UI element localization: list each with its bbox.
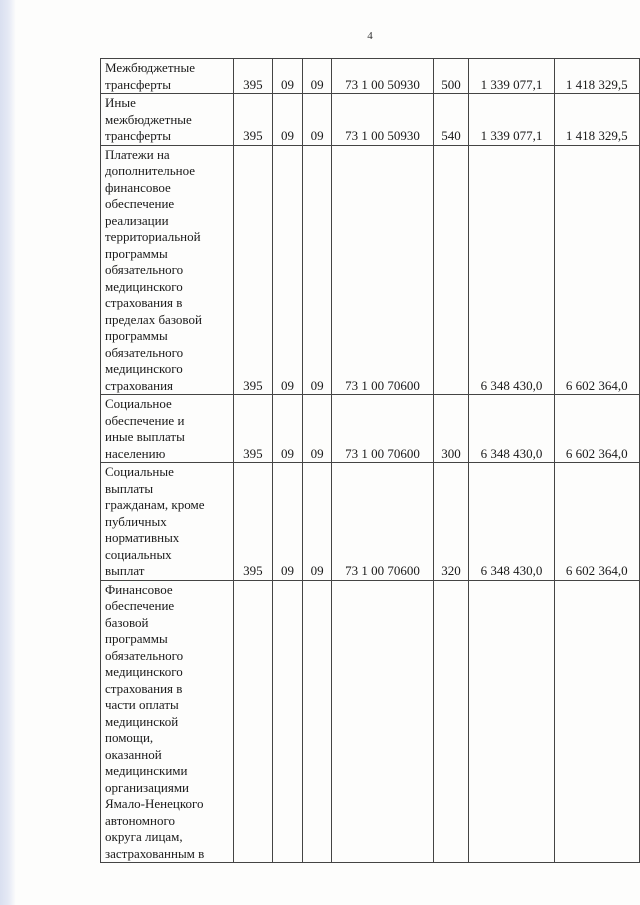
- amount-year-1-cell: 6 348 430,0: [469, 145, 554, 395]
- amount-year-2-cell: [554, 580, 639, 863]
- subsection-code-cell: [302, 580, 332, 863]
- item-name-line: Платежи на: [105, 146, 170, 162]
- section-code-cell: 09: [273, 463, 303, 581]
- item-name-cell: [101, 580, 234, 863]
- budget-table: [100, 58, 640, 863]
- item-name-line: медицинского: [105, 664, 183, 679]
- item-name-line: программы: [105, 245, 168, 261]
- expense-type-cell: 500: [433, 59, 469, 94]
- item-name-line: оказанной: [105, 746, 162, 762]
- section-code-cell: 09: [273, 94, 303, 146]
- subsection-code-cell: 09: [302, 145, 332, 395]
- expense-type-cell: 300: [433, 395, 469, 463]
- item-name-line: пределах базовой: [105, 311, 202, 327]
- item-name-line: территориальной: [105, 229, 201, 244]
- section-code-cell: 09: [273, 59, 303, 94]
- amount-year-1-cell: 6 348 430,0: [469, 463, 554, 581]
- item-name-line: страхования в: [105, 680, 183, 696]
- ministry-code-cell: 395: [233, 463, 272, 581]
- item-name-line: нормативных: [105, 530, 180, 545]
- item-name-line: обеспечение и: [105, 412, 185, 428]
- item-name-line: гражданам, кроме: [105, 497, 205, 512]
- ministry-code-cell: 395: [233, 59, 272, 94]
- table-row: [101, 145, 640, 395]
- item-name-line: автономного: [105, 812, 175, 828]
- item-name-line: застрахованным в: [105, 845, 205, 861]
- item-name-line: трансферты: [105, 76, 171, 92]
- amount-year-2-cell: 6 602 364,0: [554, 145, 639, 395]
- target-article-cell: [332, 580, 433, 863]
- table-row: [101, 463, 640, 581]
- item-name-line: финансовое: [105, 179, 171, 195]
- item-name-line: программы: [105, 631, 168, 646]
- item-name-line: дополнительное: [105, 163, 196, 178]
- item-name-line: обеспечение: [105, 196, 175, 211]
- item-name-line: медицинскими: [105, 763, 188, 778]
- item-name-line: выплат: [105, 563, 145, 578]
- target-article-cell: 73 1 00 50930: [332, 94, 433, 146]
- item-name-line: публичных: [105, 513, 167, 529]
- amount-year-2-cell: 1 418 329,5: [554, 94, 639, 146]
- item-name-line: межбюджетные: [105, 111, 192, 127]
- section-code-cell: 09: [273, 145, 303, 395]
- item-name-line: трансферты: [105, 128, 171, 143]
- item-name-line: части оплаты: [105, 697, 179, 712]
- page-number: 4: [367, 30, 373, 42]
- item-name-line: медицинского: [105, 361, 183, 376]
- target-article-cell: 73 1 00 70600: [332, 395, 433, 463]
- ministry-code-cell: 395: [233, 94, 272, 146]
- item-name-line: Социальные: [105, 464, 174, 479]
- amount-year-2-cell: 6 602 364,0: [554, 395, 639, 463]
- subsection-code-cell: 09: [302, 395, 332, 463]
- item-name-line: населению: [105, 445, 166, 461]
- item-name-line: обязательного: [105, 647, 184, 663]
- expense-type-cell: 320: [433, 463, 469, 581]
- target-article-cell: 73 1 00 50930: [332, 59, 433, 94]
- item-name-line: обеспечение: [105, 598, 175, 613]
- target-article-cell: 73 1 00 70600: [332, 145, 433, 395]
- item-name-line: округа лицам,: [105, 829, 183, 844]
- table-row: [101, 59, 640, 94]
- item-name-cell: [101, 395, 234, 463]
- item-name-line: медицинского: [105, 278, 183, 294]
- item-name-cell: [101, 59, 234, 94]
- item-name-line: социальных: [105, 546, 172, 562]
- item-name-line: организациями: [105, 779, 189, 795]
- amount-year-1-cell: 1 339 077,1: [469, 94, 554, 146]
- item-name-line: реализации: [105, 212, 169, 228]
- amount-year-2-cell: 1 418 329,5: [554, 59, 639, 94]
- amount-year-1-cell: [469, 580, 554, 863]
- item-name-line: страхования: [105, 377, 174, 393]
- item-name-line: страхования в: [105, 295, 183, 310]
- item-name-line: медицинской: [105, 713, 179, 729]
- item-name-cell: [101, 94, 234, 146]
- item-name-line: иные выплаты: [105, 429, 185, 444]
- ministry-code-cell: [233, 580, 272, 863]
- subsection-code-cell: 09: [302, 94, 332, 146]
- item-name-cell: [101, 463, 234, 581]
- section-code-cell: [273, 580, 303, 863]
- item-name-cell: [101, 145, 234, 395]
- item-name-line: Социальное: [105, 396, 172, 411]
- expense-type-cell: [433, 580, 469, 863]
- item-name-line: выплаты: [105, 480, 154, 496]
- item-name-line: Финансовое: [105, 581, 173, 597]
- amount-year-1-cell: 6 348 430,0: [469, 395, 554, 463]
- item-name-line: обязательного: [105, 344, 184, 360]
- item-name-line: Ямало-Ненецкого: [105, 796, 204, 811]
- item-name-line: программы: [105, 328, 168, 343]
- ministry-code-cell: 395: [233, 145, 272, 395]
- table-row: [101, 395, 640, 463]
- item-name-line: помощи,: [105, 730, 154, 745]
- amount-year-2-cell: 6 602 364,0: [554, 463, 639, 581]
- expense-type-cell: 540: [433, 94, 469, 146]
- table-row: [101, 580, 640, 863]
- item-name-line: обязательного: [105, 262, 184, 277]
- item-name-line: Межбюджетные: [105, 60, 195, 75]
- amount-year-1-cell: 1 339 077,1: [469, 59, 554, 94]
- scan-edge-shadow: [0, 0, 16, 905]
- table-row: [101, 94, 640, 146]
- ministry-code-cell: 395: [233, 395, 272, 463]
- section-code-cell: 09: [273, 395, 303, 463]
- item-name-line: Иные: [105, 95, 136, 110]
- subsection-code-cell: 09: [302, 59, 332, 94]
- item-name-line: базовой: [105, 614, 149, 630]
- target-article-cell: 73 1 00 70600: [332, 463, 433, 581]
- expense-type-cell: [433, 145, 469, 395]
- subsection-code-cell: 09: [302, 463, 332, 581]
